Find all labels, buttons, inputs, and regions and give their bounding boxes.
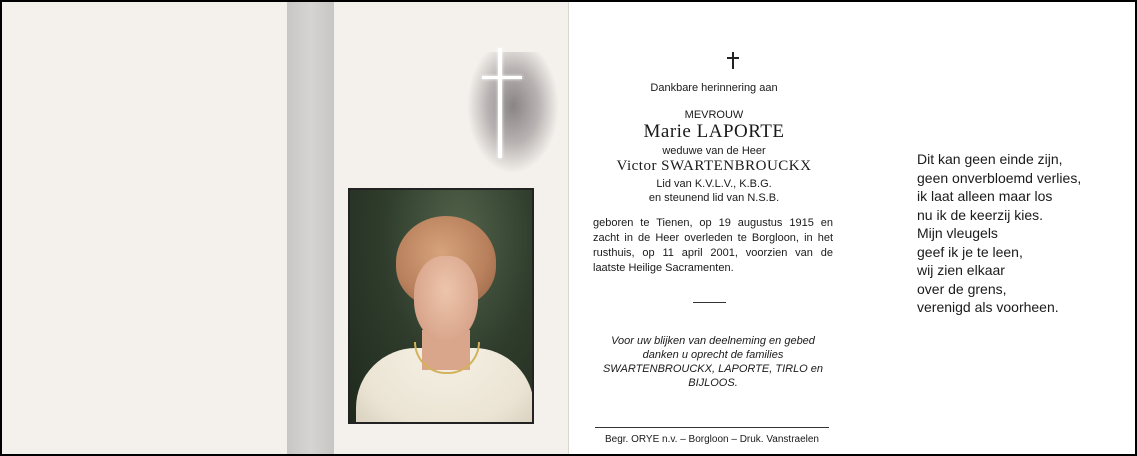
decorative-stripe [287, 2, 334, 454]
intro-text: Dankbare herinnering aan [650, 82, 778, 94]
cross-glow [468, 52, 558, 172]
biography-text: geboren te Tienen, op 19 augustus 1915 en zacht in de Heer overleden te Borgloon, in het rusthuis, op 11 april 2001, voorzien van de laatste Heilige Sacramenten. [593, 217, 833, 274]
poem-line: wij zien elkaar [917, 262, 1005, 278]
large-cross-icon [498, 48, 502, 158]
poem-line: verenigd als voorheen. [917, 299, 1059, 315]
widow-of-text: weduwe van de Heer [662, 145, 766, 157]
poem-line: ik laat alleen maar los [917, 188, 1053, 204]
footer-divider [595, 427, 829, 428]
cross-icon [726, 52, 742, 70]
left-page [2, 2, 568, 454]
poem-line: Dit kan geen einde zijn, [917, 151, 1063, 167]
poem-line: Mijn vleugels [917, 225, 998, 241]
title-prefix: MEVROUW [684, 109, 744, 121]
poem-line: geef ik je te leen, [917, 243, 1023, 260]
spouse-name: Victor SWARTENBROUCKX [616, 158, 812, 174]
deceased-name: Marie LAPORTE [643, 121, 785, 142]
poem [917, 150, 1127, 317]
large-cross-icon-bar [482, 76, 522, 79]
poem-line: geen onverbloemd verlies, [917, 169, 1082, 186]
right-page [569, 2, 1135, 454]
photo-face [414, 256, 478, 342]
membership-line-2: en steunend lid van N.S.B. [648, 192, 780, 204]
portrait-photo [348, 188, 534, 424]
section-divider [693, 302, 726, 303]
thanks-text: Voor uw blijken van deelneming en gebed danken u oprecht de families SWARTENBROUCKX, LAPORTE, TIRLO en BIJLOOS. [602, 335, 824, 389]
poem-line: nu ik de keerzij kies. [917, 206, 1044, 223]
poem-line: over de grens, [917, 280, 1007, 297]
printer-footer: Begr. ORYE n.v. – Borgloon – Druk. Vanstraelen [604, 434, 819, 445]
membership-line-1: Lid van K.V.L.V., K.B.G. [656, 178, 772, 190]
